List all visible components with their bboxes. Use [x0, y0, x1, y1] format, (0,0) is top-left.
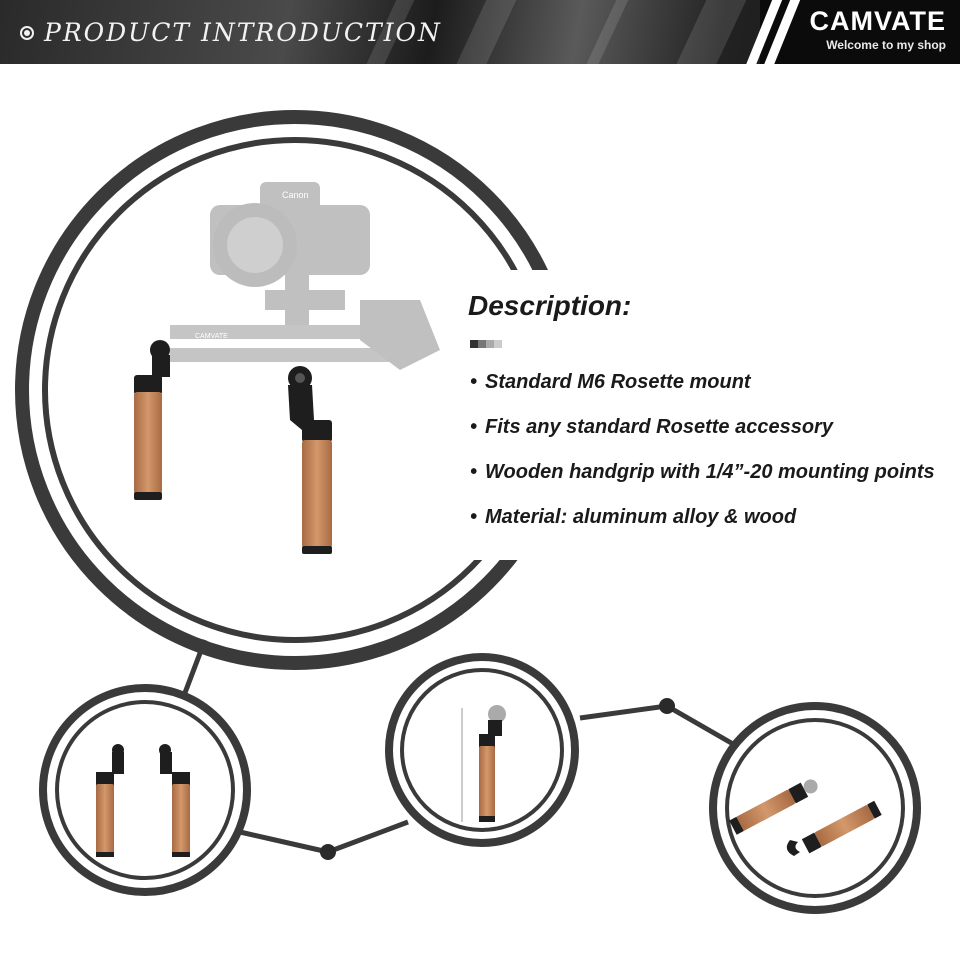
list-item: • Material: aluminum alloy & wood	[470, 506, 797, 528]
svg-text:CAMVATE: CAMVATE	[195, 333, 228, 340]
description-list	[470, 367, 935, 547]
detail-ring-angled	[713, 706, 917, 910]
connector-dot	[659, 698, 675, 714]
handle-left-image	[134, 340, 170, 500]
svg-text:Canon: Canon	[282, 190, 309, 200]
connector-dot	[320, 844, 336, 860]
brand-logo: CAMVATE	[809, 6, 946, 36]
bullet: •	[470, 461, 478, 483]
camera-rig-image	[170, 182, 440, 370]
brand-tagline: Welcome to my shop	[826, 38, 946, 52]
bullet: •	[470, 416, 478, 438]
list-item: • Wooden handgrip with 1/4”-20 mounting points	[470, 461, 935, 483]
heading-underline	[470, 340, 502, 348]
page-title-text: PRODUCT INTRODUCTION	[44, 18, 442, 47]
detail-ring-dimensions	[389, 657, 575, 843]
bullet: •	[470, 506, 478, 528]
handle-right-image	[288, 366, 332, 554]
bullet: •	[470, 371, 478, 393]
description-heading: Description:	[468, 290, 632, 321]
list-item: • Standard M6 Rosette mount	[470, 371, 751, 393]
list-item: • Fits any standard Rosette accessory	[470, 416, 833, 438]
detail-ring-pair	[43, 688, 247, 892]
